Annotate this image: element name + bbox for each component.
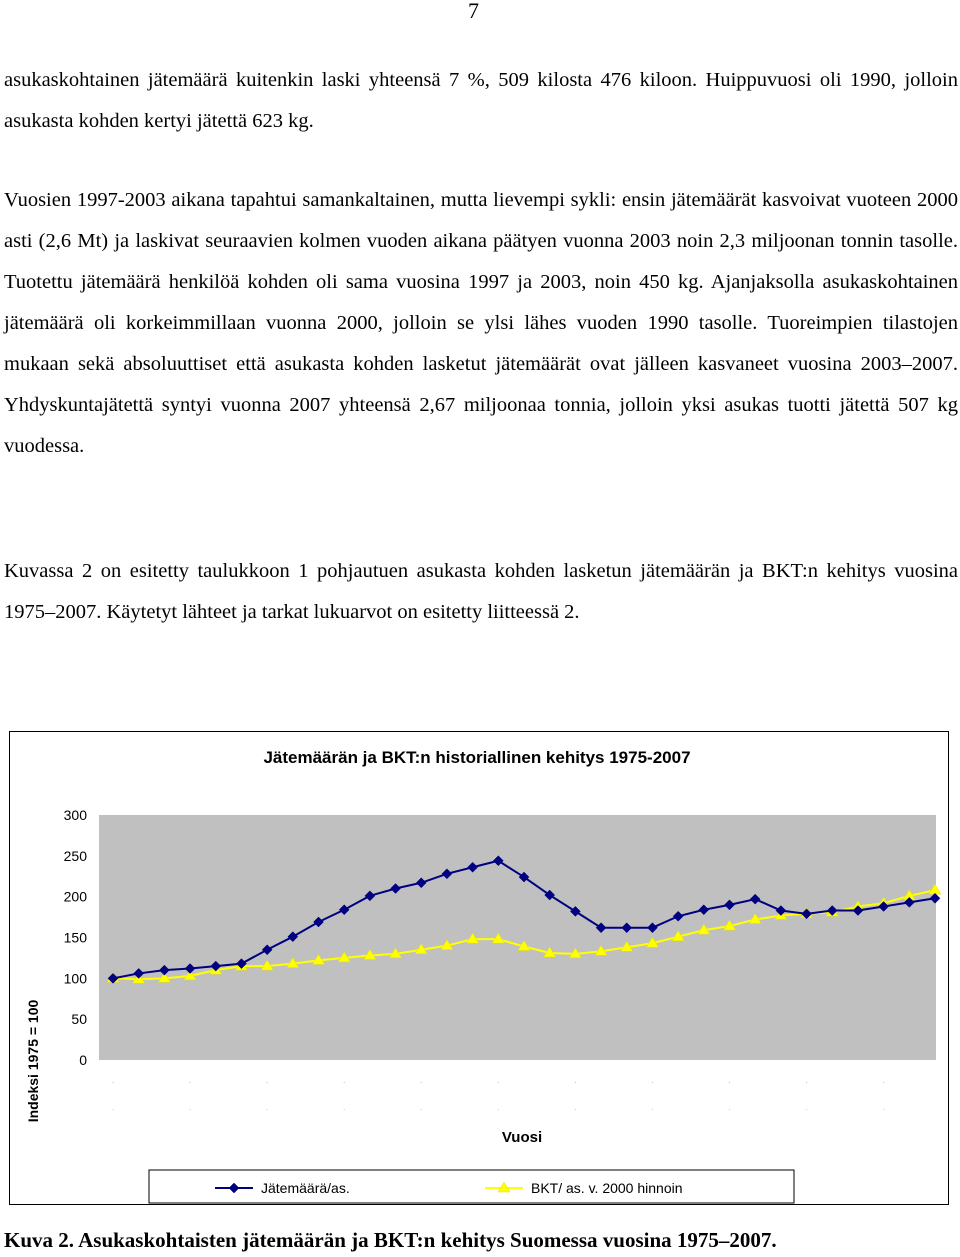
y-tick-label: 250 xyxy=(63,847,87,864)
y-tick-label: 300 xyxy=(63,807,87,823)
y-tick-label: 200 xyxy=(63,888,87,905)
line-chart xyxy=(10,732,950,1206)
legend-jatemaara-label: Jätemäärä/as. xyxy=(261,1180,350,1196)
y-tick-label: 0 xyxy=(79,1052,87,1068)
x-axis-label: Vuosi xyxy=(501,1129,543,1146)
plot-area xyxy=(99,815,936,1060)
y-tick-label: 150 xyxy=(63,929,87,946)
legend-bkt-label: BKT/ as. v. 2000 hinnoin xyxy=(531,1180,683,1196)
paragraph-3: Kuvassa 2 on esitetty taulukkoon 1 pohjautuen asukasta kohden lasketun jätemäärän ja BKT:n kehitys vuosina 1975–2007. Käytetyt lähteet ja tarkat lukuarvot on esitetty liitteessä 2. xyxy=(4,560,958,623)
y-axis-label: Indeksi 1975 = 100 xyxy=(25,999,41,1123)
y-tick-label: 50 xyxy=(71,1011,87,1028)
y-tick-label: 100 xyxy=(63,970,87,987)
chart-title: Jätemäärän ja BKT:n historiallinen kehitys 1975-2007 xyxy=(263,748,691,767)
page-number: 7 xyxy=(468,0,479,23)
figure-2-chart xyxy=(9,731,949,1205)
figure-caption: Kuva 2. Asukaskohtaisten jätemäärän ja BKT:n kehitys Suomessa vuosina 1975–2007. xyxy=(4,1228,777,1252)
paragraph-2: Vuosien 1997-2003 aikana tapahtui samankaltainen, mutta lievempi sykli: ensin jätemäärät kasvoivat vuoteen 2000 asti (2,6 Mt) ja laskivat seuraavien kolmen vuoden aikana päätyen vuonna 2003 noin 2,3 miljoonan tonnin tasolle. Tuotettu jätemäärä henkilöä kohden oli sama vuosina 1997 ja 2003, noin 450 kg. Ajanjaksolla asukaskohtainen jätemäärä oli korkeimmillaan vuonna 2000, jolloin se ylsi lähes vuoden 1990 tasolle. Tuoreimpien tilastojen mukaan sekä absoluuttiset että asukasta kohden lasketut jätemäärät ovat jälleen kasvaneet vuosina 2003–2007. Yhdyskuntajätettä syntyi vuonna 2007 yhteensä 2,67 miljoonaa tonnia, jolloin yksi asukas tuotti jätettä 507 kg vuodessa. xyxy=(4,189,958,457)
chart-legend xyxy=(149,1170,794,1203)
paragraph-1: asukaskohtainen jätemäärä kuitenkin laski yhteensä 7 %, 509 kilosta 476 kiloon. Huippuvuosi oli 1990, jolloin asukasta kohden kertyi jätettä 623 kg. xyxy=(4,69,958,132)
